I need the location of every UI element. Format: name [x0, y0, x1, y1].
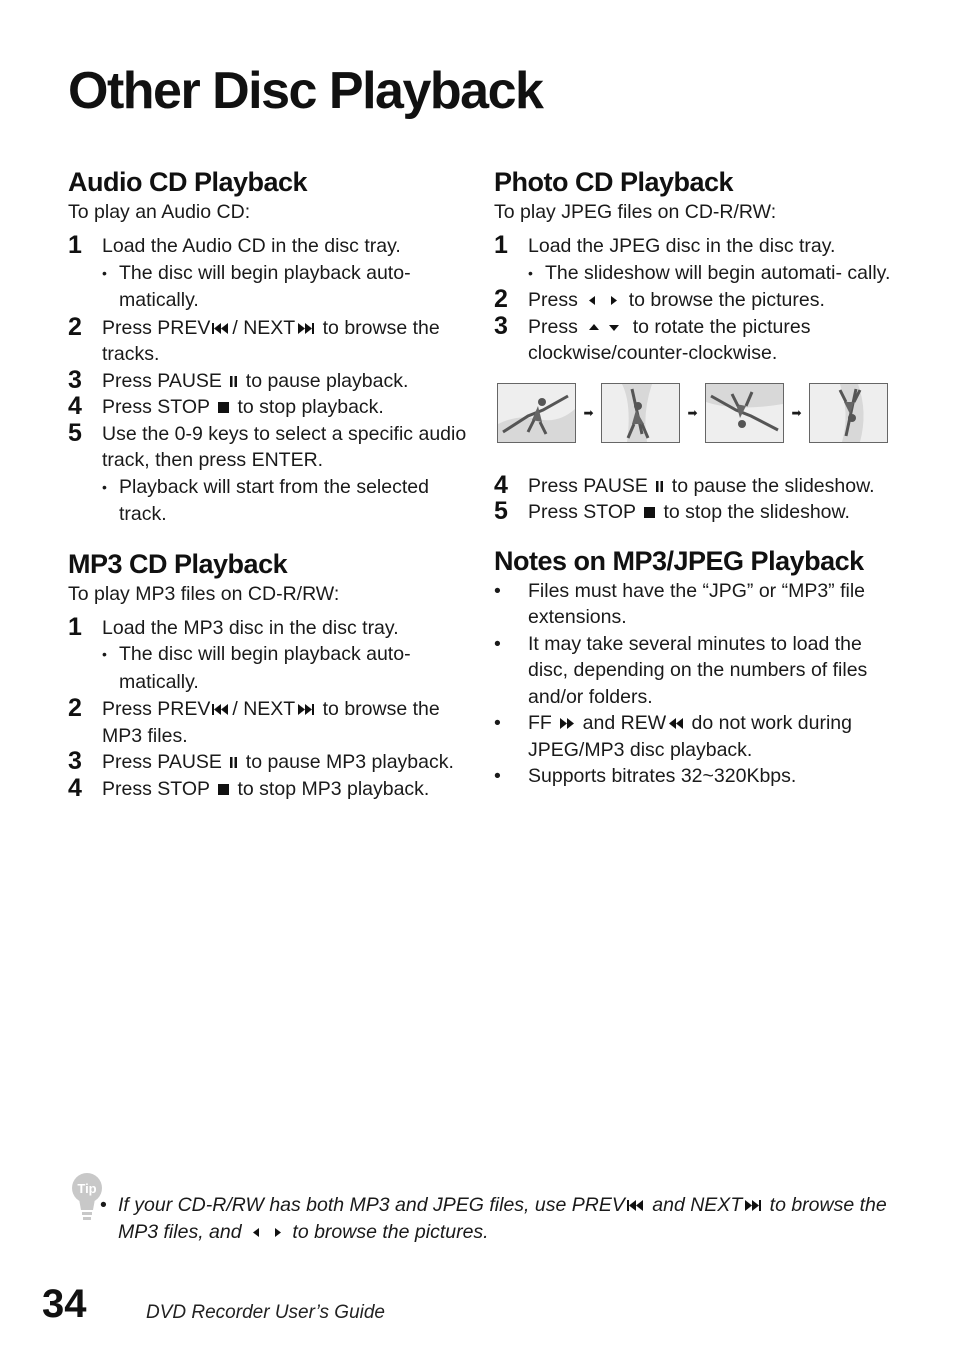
- photo-step-5: [494, 499, 894, 526]
- step-text: Press PAUSE: [528, 474, 648, 497]
- step-number: 1: [494, 231, 508, 259]
- step-text: to pause playback.: [245, 369, 409, 392]
- step-number: 2: [68, 694, 82, 722]
- note-text: The disc will begin playback auto- matically.: [119, 643, 411, 693]
- left-right-arrows-icon: [585, 294, 621, 307]
- step-number: 1: [68, 612, 82, 641]
- photo-step-4: [494, 470, 894, 500]
- step-number: 5: [494, 497, 508, 525]
- notes-heading: Notes on MP3/JPEG Playback: [494, 545, 864, 576]
- step-number: 2: [494, 285, 508, 313]
- note-text: The disc will begin playback auto- matically.: [119, 261, 411, 311]
- photo-thumbnail: [809, 383, 888, 443]
- mp3-cd-intro: To play MP3 files on CD-R/RW:: [68, 582, 340, 605]
- step-number: 3: [68, 747, 82, 775]
- audio-step-4: [68, 394, 468, 421]
- lightbulb-tip-icon: [71, 1172, 103, 1226]
- skip-next-icon: [297, 322, 315, 335]
- step-text: Press: [528, 289, 578, 311]
- note-text: It may take several minutes to load the disc, depending on the numbers of files and/or folders.: [528, 632, 868, 708]
- step-text: to stop playback.: [237, 396, 384, 418]
- mp3-step-3: [68, 749, 468, 776]
- tip-text-part: and NEXT: [652, 1194, 743, 1216]
- tip-text-part: to browse the MP3 files, and: [118, 1194, 887, 1243]
- step-text: Press: [528, 315, 578, 338]
- photo-cd-intro: To play JPEG files on CD-R/RW:: [494, 201, 777, 223]
- note-text: and REW: [582, 712, 667, 734]
- step-text: to stop the slideshow.: [663, 501, 850, 523]
- photo-thumbnail: [601, 383, 680, 443]
- audio-step-3: [68, 365, 468, 395]
- photo-step-1: [494, 233, 894, 260]
- note-item: • FF and REW do not work during JPEG/MP3 disc playback.: [494, 712, 852, 761]
- step-text: Load the Audio CD in the disc tray.: [102, 235, 401, 257]
- note-text: The slideshow will begin automati- cally.: [545, 261, 891, 284]
- audio-step-1: [68, 233, 468, 260]
- skip-previous-icon: [212, 322, 230, 335]
- photo-cd-heading: Photo CD Playback: [494, 167, 734, 197]
- step-number: 3: [494, 311, 508, 340]
- right-column: [494, 165, 894, 790]
- skip-next-icon: [744, 1199, 762, 1212]
- audio-step-5-note: • Playback will start from the selected track.: [68, 474, 468, 529]
- tip-text-part: to browse the pictures.: [292, 1221, 489, 1243]
- right-arrow-icon: ➡: [583, 405, 594, 420]
- page-title: Other Disc Playback: [68, 62, 543, 120]
- tip-label: Tip: [77, 1181, 97, 1196]
- step-text: Load the JPEG disc in the disc tray.: [528, 235, 836, 257]
- step-text: / NEXT: [232, 698, 296, 720]
- step-text: / NEXT: [232, 316, 296, 339]
- step-text: Load the MP3 disc in the disc tray.: [102, 616, 399, 639]
- tip-text-part: If your CD-R/RW has both MP3 and JPEG files, use PREV: [118, 1194, 625, 1216]
- step-number: 4: [494, 470, 508, 499]
- stop-icon: [643, 506, 656, 519]
- photo-thumbnail: [705, 383, 784, 443]
- step-text: Press PREV: [102, 316, 211, 339]
- pause-icon: [655, 480, 664, 493]
- note-text: FF: [528, 712, 552, 734]
- pause-icon: [229, 375, 238, 388]
- skip-next-icon: [297, 703, 315, 716]
- step-text: Press STOP: [102, 777, 210, 800]
- up-down-arrows-icon: [585, 321, 625, 334]
- fast-forward-icon: [559, 717, 575, 730]
- step-text: Use the 0-9 keys to select a specific audio track, then press ENTER.: [102, 422, 467, 471]
- step-number: 4: [68, 773, 82, 802]
- note-text: Supports bitrates 32~320Kbps.: [528, 765, 797, 787]
- tip-text: • If your CD-R/RW has both MP3 and JPEG files, use PREV and NEXT to browse the MP3 files, and to browse the pictures.: [100, 1194, 887, 1243]
- right-arrow-icon: ➡: [687, 405, 698, 420]
- note-text: Playback will start from the selected track.: [119, 475, 429, 525]
- step-number: 4: [68, 392, 82, 420]
- note-item: • Files must have the “JPG” or “MP3” file extensions.: [494, 578, 894, 631]
- note-text: do not work during JPEG/MP3 disc playback.: [528, 712, 852, 761]
- footer-guide-title: DVD Recorder User’s Guide: [146, 1302, 385, 1323]
- skip-previous-icon: [627, 1199, 645, 1212]
- step-number: 1: [68, 231, 82, 259]
- photo-thumbnail: [497, 383, 576, 443]
- step-number: 3: [68, 365, 82, 394]
- photo-step-2: [494, 287, 894, 314]
- mp3-step-1: [68, 612, 468, 642]
- left-column: [68, 165, 468, 802]
- rewind-icon: [668, 717, 684, 730]
- mp3-cd-heading: MP3 CD Playback: [68, 548, 288, 579]
- step-text: to browse the MP3 files.: [102, 698, 440, 747]
- mp3-step-1-note: • The disc will begin playback auto- matically.: [68, 641, 468, 696]
- right-arrow-icon: ➡: [791, 405, 802, 420]
- step-text: to pause MP3 playback.: [245, 751, 454, 773]
- photo-step-1-note: • The slideshow will begin automati- cally.: [494, 260, 894, 288]
- step-text: Press STOP: [528, 501, 636, 523]
- slideshow-rotation-illustration: [497, 383, 894, 443]
- step-text: to stop MP3 playback.: [237, 777, 430, 800]
- audio-step-1-note: • The disc will begin playback auto- matically.: [68, 260, 468, 315]
- mp3-step-4: [68, 773, 468, 803]
- skip-previous-icon: [212, 703, 230, 716]
- page-number: 34: [42, 1282, 87, 1326]
- step-text: Press PREV: [102, 698, 211, 720]
- stop-icon: [217, 783, 230, 796]
- audio-step-5: [68, 418, 468, 474]
- step-text: to pause the slideshow.: [671, 474, 875, 497]
- step-text: Press STOP: [102, 396, 210, 418]
- step-number: 5: [68, 418, 82, 447]
- note-text: Files must have the “JPG” or “MP3” file extensions.: [528, 579, 866, 628]
- step-text: to browse the tracks.: [102, 316, 440, 365]
- step-number: 2: [68, 312, 82, 341]
- audio-cd-intro: To play an Audio CD:: [68, 201, 251, 223]
- note-item: • It may take several minutes to load the disc, depending on the numbers of files and/or folders.: [494, 631, 894, 711]
- audio-step-2: [68, 312, 468, 368]
- stop-icon: [217, 401, 230, 414]
- mp3-step-2: [68, 696, 468, 749]
- step-text: to rotate the pictures clockwise/counter-clockwise.: [528, 315, 811, 364]
- pause-icon: [229, 756, 238, 769]
- step-text: to browse the pictures.: [628, 289, 825, 311]
- audio-cd-heading: Audio CD Playback: [68, 167, 308, 197]
- left-right-arrows-icon: [249, 1226, 285, 1239]
- step-text: Press PAUSE: [102, 751, 222, 773]
- photo-step-3: [494, 311, 894, 367]
- note-item: • Supports bitrates 32~320Kbps.: [494, 763, 894, 790]
- step-text: Press PAUSE: [102, 369, 222, 392]
